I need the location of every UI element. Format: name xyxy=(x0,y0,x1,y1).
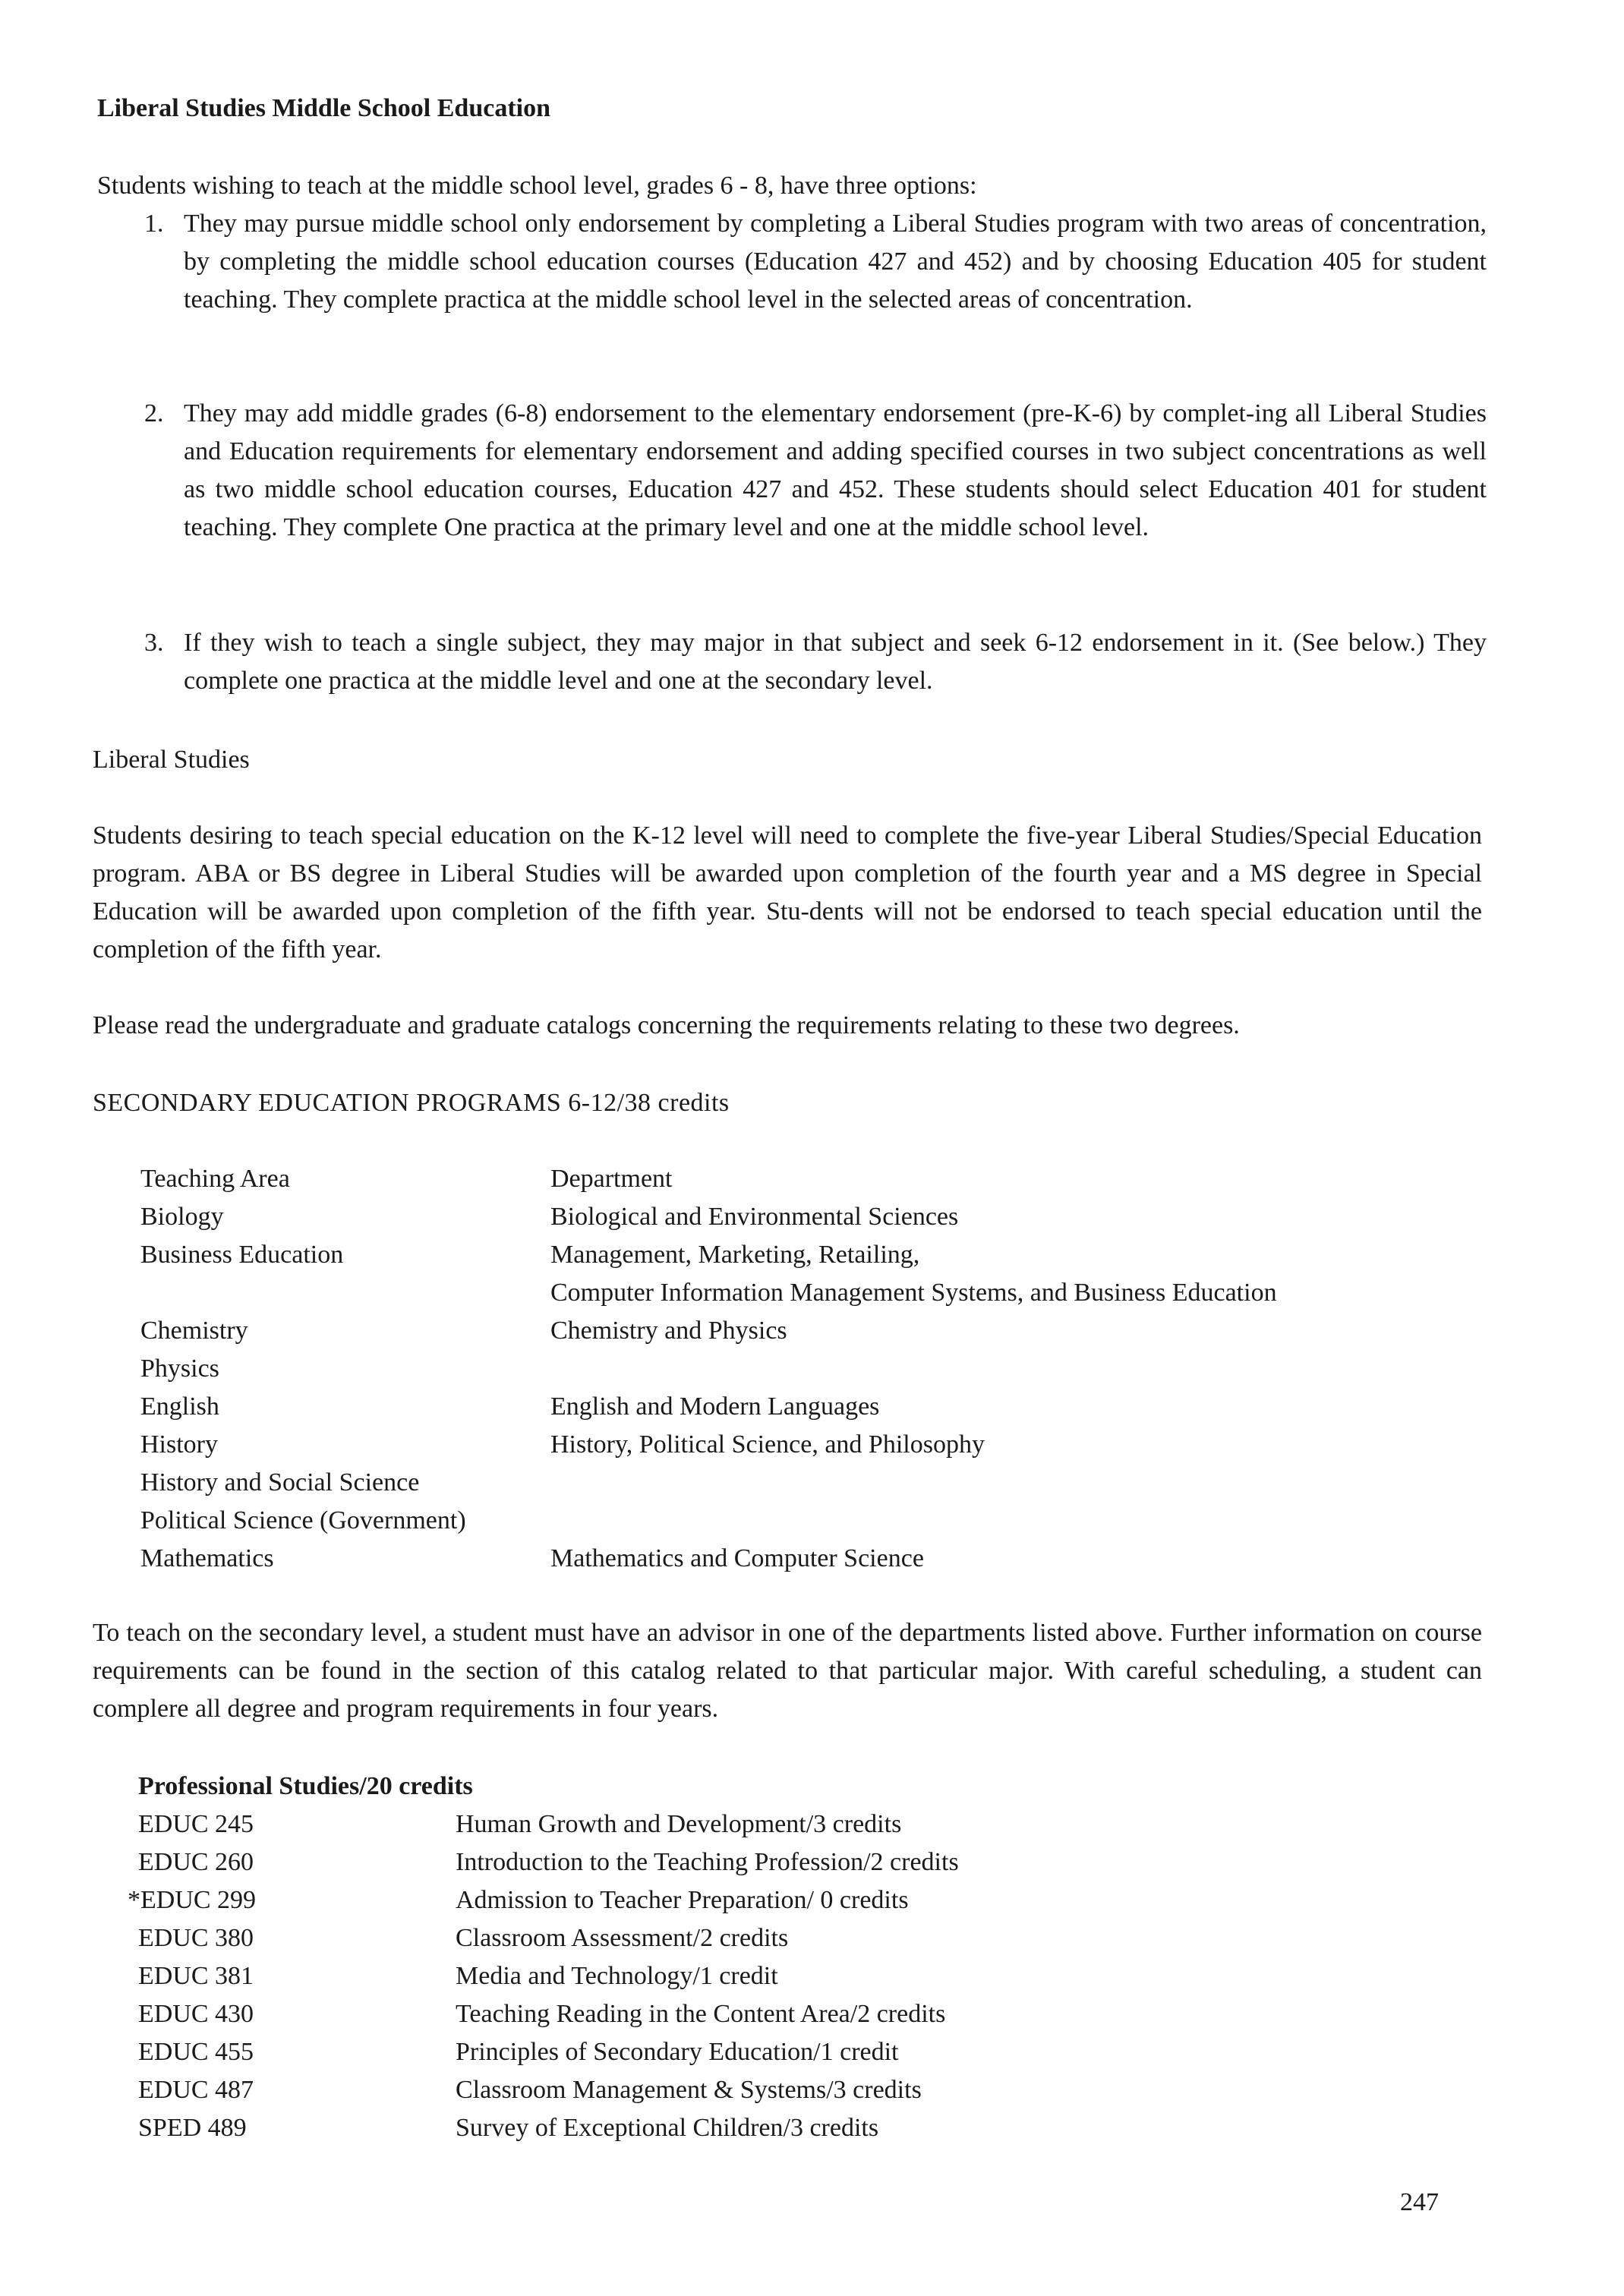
professional-studies-list xyxy=(128,1768,1277,2162)
catalog-note-paragraph: Please read the undergraduate and graduate catalogs concerning the requirements relating to these two degrees. xyxy=(93,1011,1240,1039)
middle-school-intro: Students wishing to teach at the middle school level, grades 6 - 8, have three options: xyxy=(97,172,977,200)
table-cell-area: History and Social Science xyxy=(140,1468,420,1496)
table-cell-area: Chemistry xyxy=(140,1317,248,1345)
course-code: EDUC 380 xyxy=(138,1924,254,1952)
course-code: *EDUC 299 xyxy=(128,1886,257,1914)
course-title: Survey of Exceptional Children/3 credits xyxy=(456,2114,879,2142)
course-title: Classroom Management & Systems/3 credits xyxy=(456,2076,922,2104)
table-cell-department: Computer Information Management Systems, and Business Education xyxy=(550,1279,1277,1307)
middle-school-heading: Liberal Studies Middle School Education xyxy=(97,94,550,122)
course-code: EDUC 260 xyxy=(138,1848,254,1876)
special-education-paragraph: Students desiring to teach special education on the K-12 level will need to complete the five-year Liberal Studies/Special Education program. ABA or BS degree in Liberal Studies will be awarded upon completion of the fourth year and a MS degree in Special Education will be awarded upon completion of the fifth year. Stu-dents will not be endorsed to teach special education until the completion of the fifth year. xyxy=(93,822,1482,964)
table-cell-area: English xyxy=(140,1392,219,1421)
option-number: 3. xyxy=(144,629,164,657)
table-cell-area: History xyxy=(140,1430,218,1459)
option-item xyxy=(144,395,1487,547)
table-cell-department: Management, Marketing, Retailing, xyxy=(550,1241,920,1269)
table-cell-area: Political Science (Government) xyxy=(140,1506,466,1534)
professional-studies-heading: Professional Studies/20 credits xyxy=(138,1772,473,1800)
table-header-department: Department xyxy=(550,1165,673,1193)
course-title: Teaching Reading in the Content Area/2 credits xyxy=(456,2000,946,2028)
secondary-programs-title: SECONDARY EDUCATION PROGRAMS 6-12/38 credits xyxy=(93,1089,730,1117)
course-title: Admission to Teacher Preparation/ 0 credits xyxy=(456,1886,909,1914)
option-item xyxy=(144,624,1487,700)
course-code: EDUC 487 xyxy=(138,2076,254,2104)
table-cell-department: Biological and Environmental Sciences xyxy=(550,1203,959,1231)
option-item xyxy=(144,205,1487,319)
course-title: Media and Technology/1 credit xyxy=(456,1962,778,1990)
option-number: 2. xyxy=(144,399,164,427)
option-number: 1. xyxy=(144,210,164,238)
table-cell-area: Biology xyxy=(140,1203,224,1231)
secondary-advisor-note: To teach on the secondary level, a student must have an advisor in one of the departments listed above. Further information on course requirements can be found in the section of this catalog related to that particular major. With careful scheduling, a student can complere all degree and program requirements in four years. xyxy=(93,1619,1482,1723)
table-cell-area: Mathematics xyxy=(140,1544,274,1572)
option-text: If they wish to teach a single subject, they may major in that subject and seek 6-12 endorsement in it. (See below.) They complete one practica at the middle level and one at the secondary level. xyxy=(184,629,1487,695)
course-title: Principles of Secondary Education/1 credit xyxy=(456,2038,899,2066)
course-code: EDUC 381 xyxy=(138,1962,254,1990)
liberal-studies-heading: Liberal Studies xyxy=(93,746,250,774)
table-cell-department: Mathematics and Computer Science xyxy=(550,1544,924,1572)
course-title: Human Growth and Development/3 credits xyxy=(456,1810,902,1838)
course-code: EDUC 430 xyxy=(138,2000,254,2028)
course-title: Classroom Assessment/2 credits xyxy=(456,1924,789,1952)
table-cell-department: Chemistry and Physics xyxy=(550,1317,787,1345)
course-code: EDUC 455 xyxy=(138,2038,254,2066)
option-text: They may add middle grades (6-8) endorsement to the elementary endorsement (pre-K-6) by complet-ing all Liberal Studies and Education requirements for elementary endorsement and adding specified courses in two subject concentrations as well as two middle school education courses, Education 427 and 452. These students should select Education 401 for student teaching. They complete One practica at the primary level and one at the middle school level. xyxy=(184,399,1487,541)
table-cell-department: History, Political Science, and Philosophy xyxy=(550,1430,985,1459)
teaching-area-table xyxy=(140,1160,1507,1585)
course-code: EDUC 245 xyxy=(138,1810,254,1838)
option-text: They may pursue middle school only endorsement by completing a Liberal Studies program with two areas of concentration, by completing the middle school education courses (Education 427 and 452) and by choosing Education 405 for student teaching. They complete practica at the middle school level in the selected areas of concentration. xyxy=(184,210,1487,314)
page-number: 247 xyxy=(1400,2188,1439,2216)
table-cell-department: English and Modern Languages xyxy=(550,1392,880,1421)
table-cell-area: Physics xyxy=(140,1355,219,1383)
table-cell-area: Business Education xyxy=(140,1241,344,1269)
course-code: SPED 489 xyxy=(138,2114,247,2142)
course-title: Introduction to the Teaching Profession/2 credits xyxy=(456,1848,959,1876)
table-header-area: Teaching Area xyxy=(140,1165,290,1193)
